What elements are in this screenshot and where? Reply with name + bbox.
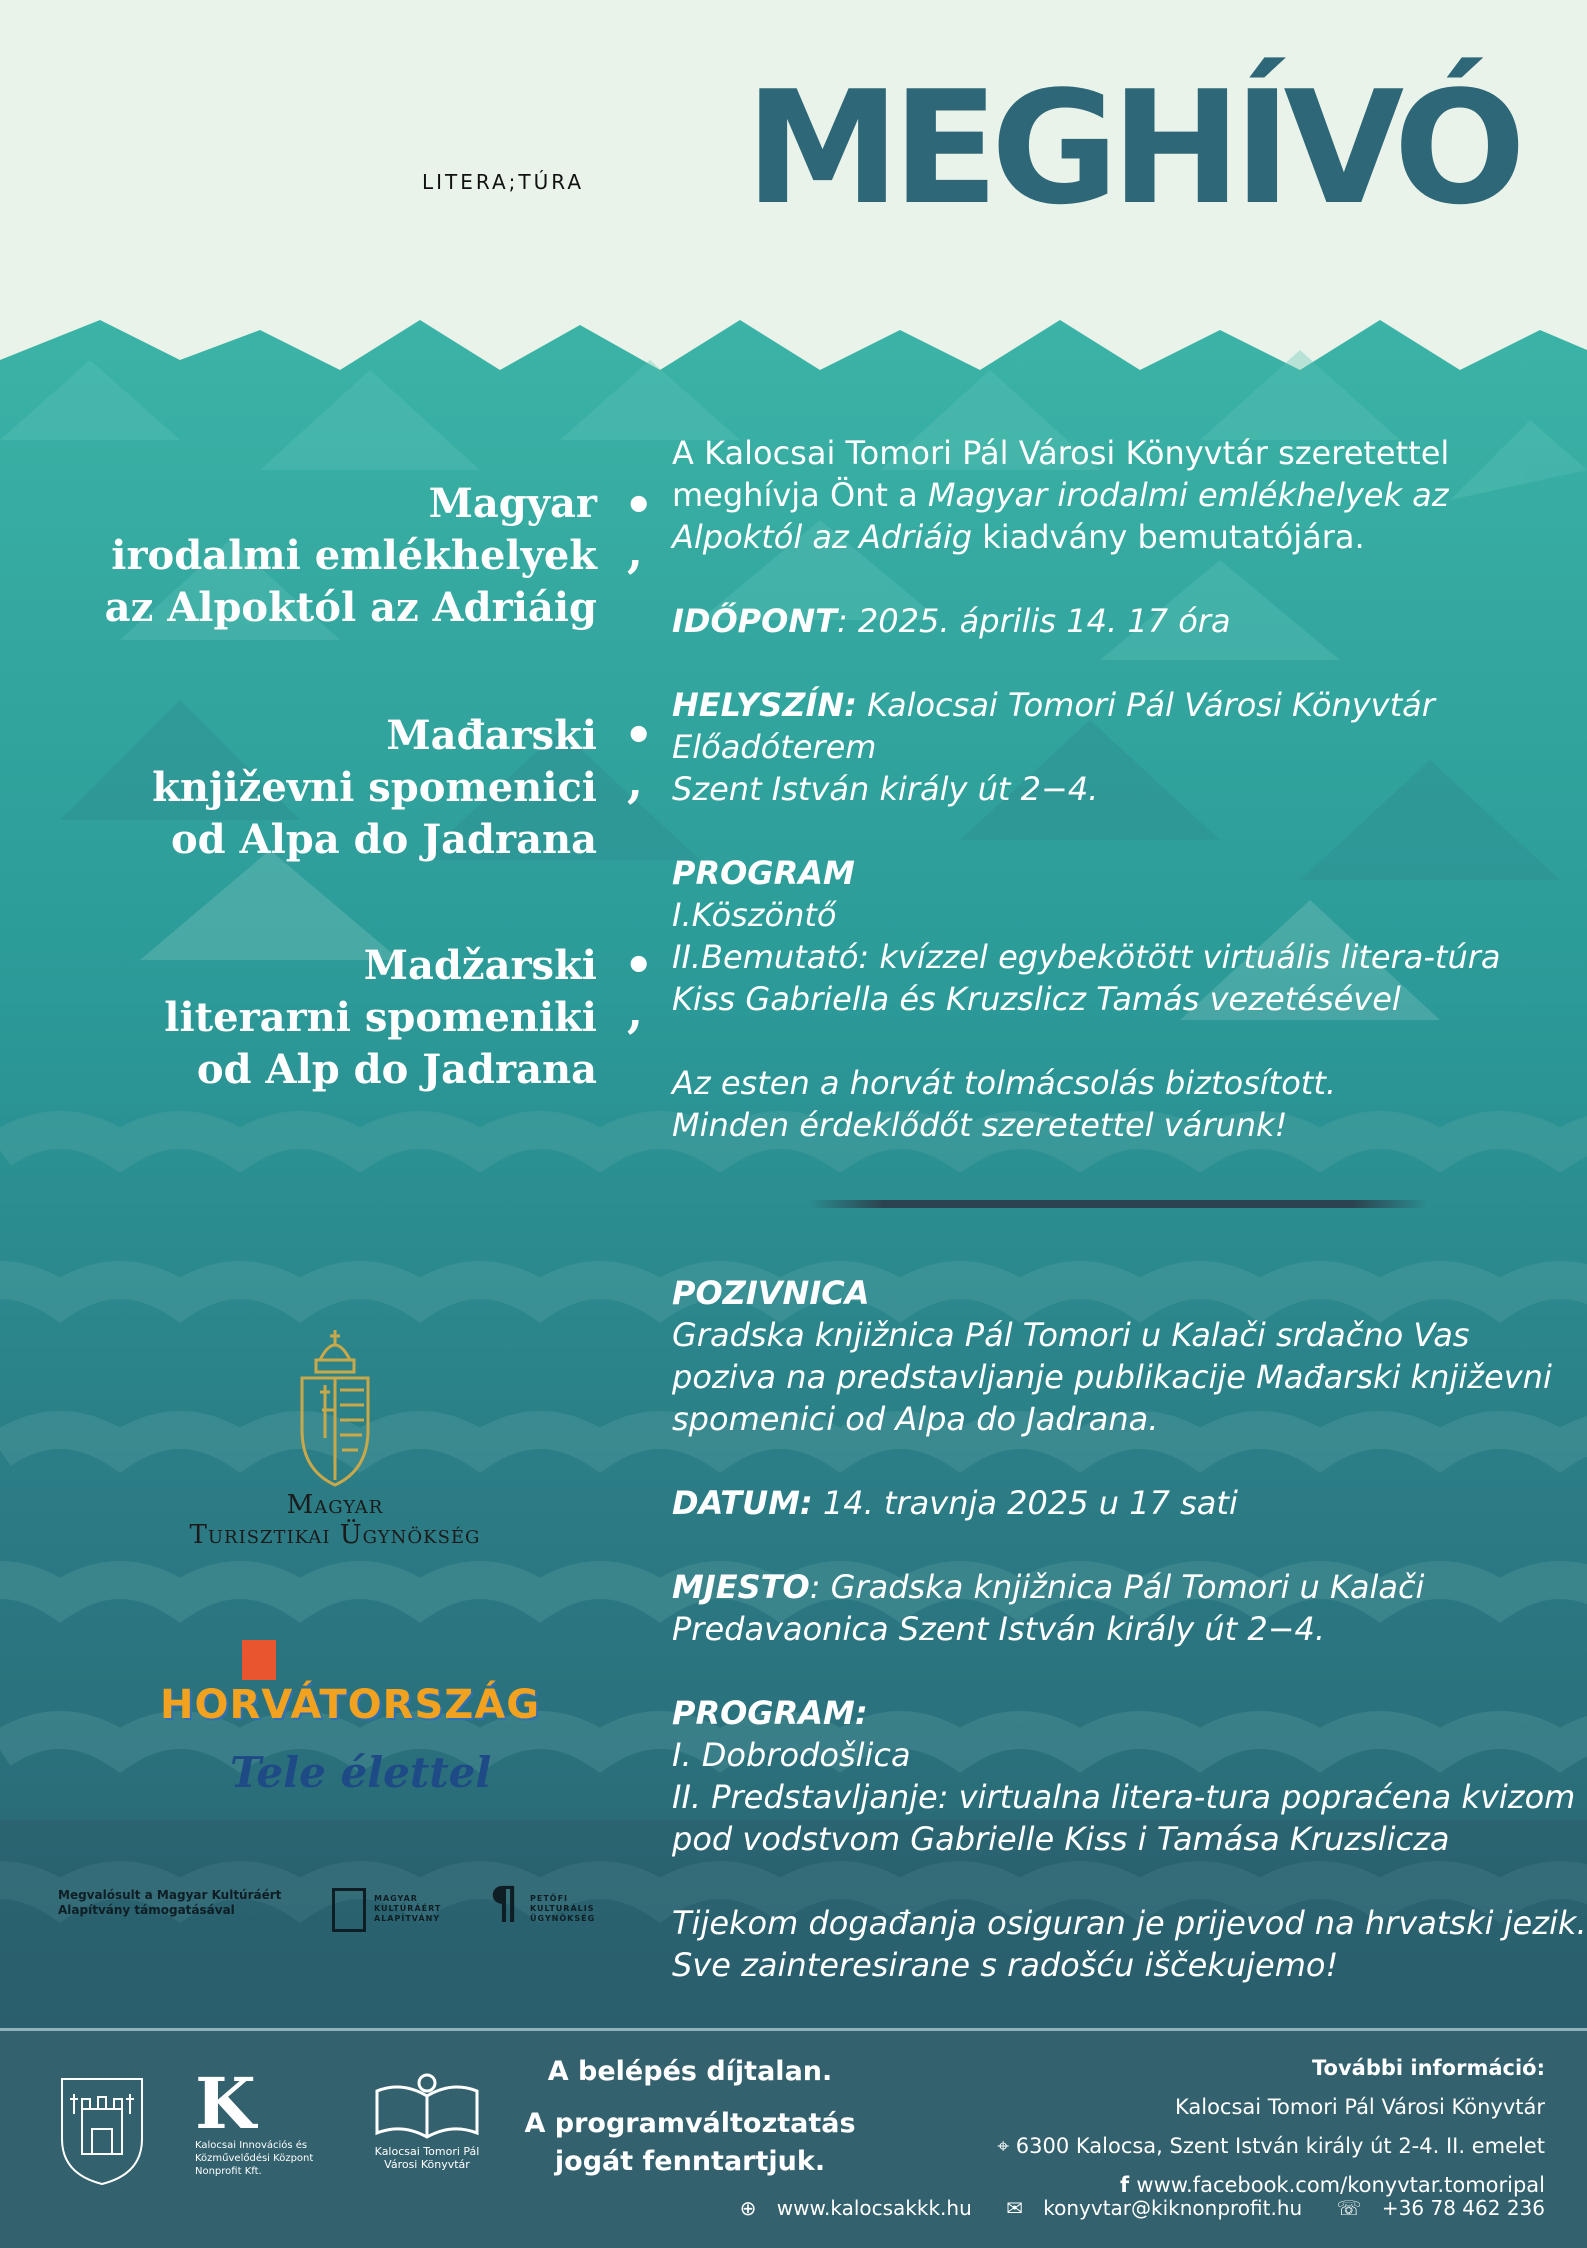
- croatian-heading: POZIVNICA: [672, 1274, 870, 1312]
- croatian-invitation: [672, 1272, 1587, 1986]
- mtu-logo: [150, 1320, 520, 1550]
- kik-icon: K: [195, 2062, 256, 2145]
- website-link[interactable]: ⊕ www.kalocsakkk.hu: [739, 2196, 972, 2220]
- title-slovenian: [37, 940, 597, 1096]
- title-line: Madžarski: [363, 942, 597, 989]
- closing-line: Sve zainteresirane s radošću iščekujemo!: [672, 1946, 1339, 1984]
- intro-line: Alpoktól az Adriáig kiadvány bemutatójára.: [672, 518, 1365, 556]
- title-line: književni spomenici: [152, 764, 597, 811]
- intro-line: meghívja Önt a Magyar irodalmi emlékhelyek az: [672, 476, 1449, 514]
- program-heading: PROGRAM:: [672, 1694, 868, 1732]
- event-date: IDŐPONT: 2025. április 14. 17 óra: [672, 602, 1231, 640]
- literatura-brand: LITERA;TÚRA: [422, 170, 585, 194]
- closing-line: Az esten a horvát tolmácsolás biztosított.: [672, 1064, 1337, 1102]
- event-place: HELYSZÍN: Kalocsai Tomori Pál Városi Könyvtár: [672, 686, 1435, 724]
- pilcrow-icon: ¶: [490, 1878, 518, 1929]
- closing-line: Minden érdeklődőt szeretettel várunk!: [672, 1106, 1288, 1144]
- intro-line: poziva na predstavljanje publikacije Mađarski književni: [672, 1358, 1552, 1396]
- title-line: az Alpoktól az Adriáig: [104, 584, 597, 631]
- event-place-address: Szent István király út 2−4.: [672, 770, 1099, 808]
- program-item: Kiss Gabriella és Kruzslicz Tamás vezetésével: [672, 980, 1401, 1018]
- program-heading: PROGRAM: [672, 854, 855, 892]
- hungarian-invitation: [672, 432, 1572, 1146]
- open-book-icon: [372, 2071, 482, 2141]
- title-line: od Alpa do Jadrana: [171, 816, 597, 863]
- title-croatian: [37, 710, 597, 866]
- coat-of-arms-icon: [290, 1320, 380, 1490]
- facebook-icon: f: [1119, 2173, 1137, 2197]
- page-title: MEGHÍVÓ: [745, 57, 1519, 239]
- footer: [0, 2028, 1587, 2248]
- croatia-slogan: Tele élettel: [230, 1748, 492, 1797]
- free-entry: A belépés díjtalan.: [547, 2056, 833, 2087]
- program-item: II. Predstavljanje: virtualna litera-tura popraćena kvizom: [672, 1778, 1576, 1816]
- sponsor-note: Megvalósult a Magyar Kultúráért Alapítvány támogatásával: [58, 1888, 282, 1917]
- info-heading: További információ:: [1312, 2056, 1545, 2080]
- semicolon-mark: • ,: [624, 938, 654, 1038]
- intro-line: Gradska knjižnica Pál Tomori u Kalači srdačno Vas: [672, 1316, 1470, 1354]
- changes-notice: A programváltoztatás: [524, 2108, 856, 2139]
- semicolon-mark: • ,: [624, 708, 654, 808]
- program-item: pod vodstvom Gabrielle Kiss i Tamása Kruzslicza: [672, 1820, 1450, 1858]
- globe-icon: ⊕: [739, 2196, 763, 2220]
- title-line: Magyar: [428, 480, 597, 527]
- changes-notice: jogát fenntartjuk.: [554, 2146, 826, 2177]
- title-line: literarni spomeniki: [164, 994, 597, 1041]
- croatia-flag-icon: [242, 1640, 276, 1680]
- title-hungarian: [37, 478, 597, 634]
- contact-row: [712, 2196, 1545, 2220]
- croatia-logo: [160, 1640, 541, 1825]
- mka-icon: [332, 1888, 366, 1932]
- mail-icon: ✉: [1006, 2196, 1030, 2220]
- croatia-wordmark: HORVÁTORSZÁG: [160, 1682, 541, 1728]
- footer-notice: [520, 2053, 860, 2181]
- phone-icon: ☏: [1336, 2196, 1368, 2220]
- program-item: I. Dobrodošlica: [672, 1736, 911, 1774]
- location-icon: ⌖: [997, 2134, 1016, 2158]
- program-item: I.Köszöntő: [672, 896, 837, 934]
- closing-line: Tijekom događanja osiguran je prijevod na hrvatski jezik.: [672, 1904, 1587, 1942]
- event-place: MJESTO: Gradska knjižnica Pál Tomori u Kalači: [672, 1568, 1425, 1606]
- semicolon-mark: • ,: [624, 478, 654, 578]
- event-date: DATUM: 14. travnja 2025 u 17 sati: [672, 1484, 1238, 1522]
- facebook-link[interactable]: f www.facebook.com/konyvtar.tomoripal: [1119, 2173, 1545, 2197]
- kik-logo: K Kalocsai Innovációs és Közművelődési Központ Nonprofit Kft.: [195, 2069, 345, 2178]
- event-place-address: Predavaonica Szent István király út 2−4.: [672, 1610, 1326, 1648]
- contact-info: [997, 2049, 1545, 2205]
- email-link[interactable]: ✉ konyvtar@kiknonprofit.hu: [1006, 2196, 1303, 2220]
- mtu-name-line: Magyar: [286, 1490, 384, 1520]
- intro-line: spomenici od Alpa do Jadrana.: [672, 1400, 1159, 1438]
- program-item: II.Bemutató: kvízzel egybekötött virtuális litera-túra: [672, 938, 1501, 976]
- library-name: Kalocsai Tomori Pál Városi Könyvtár: [1174, 2095, 1545, 2119]
- section-divider: [808, 1200, 1428, 1208]
- phone-link[interactable]: ☏ +36 78 462 236: [1336, 2196, 1545, 2220]
- title-line: od Alp do Jadrana: [196, 1046, 597, 1093]
- title-line: irodalmi emlékhelyek: [111, 532, 597, 579]
- mtu-name-line: Turisztikai Ügynökség: [189, 1520, 481, 1550]
- title-line: Mađarski: [386, 712, 597, 759]
- library-logo: Kalocsai Tomori Pál Városi Könyvtár: [362, 2071, 492, 2171]
- intro-line: A Kalocsai Tomori Pál Városi Könyvtár szeretettel: [672, 434, 1450, 472]
- address: ⌖ 6300 Kalocsa, Szent István király út 2-4. II. emelet: [997, 2134, 1545, 2158]
- event-place-room: Előadóterem: [672, 728, 877, 766]
- kalocsa-coat-of-arms-icon: [52, 2069, 152, 2189]
